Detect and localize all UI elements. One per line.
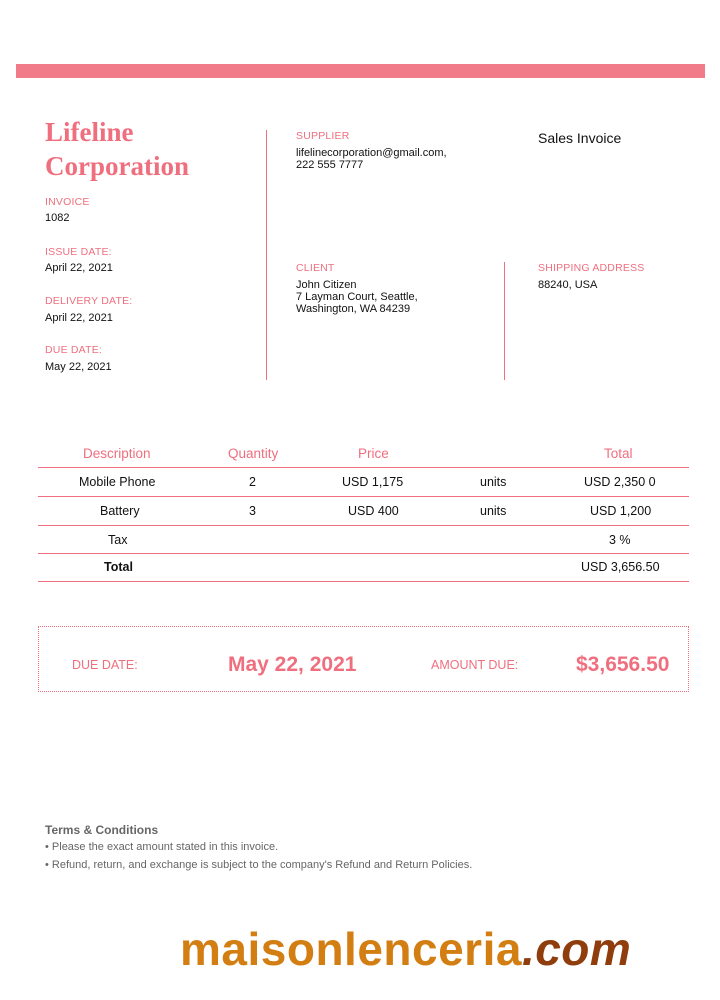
due-box-date-label: DUE DATE: [72,658,138,672]
company-name-line2: Corporation [45,151,189,181]
row-total: USD 3,656.50 [581,560,660,574]
document-title: Sales Invoice [538,130,622,146]
header-quantity: Quantity [228,446,279,461]
client-address-line1: 7 Layman Court, Seattle, [296,291,418,303]
header-accent-bar [16,64,705,78]
watermark [180,922,631,976]
row-quantity: 2 [249,475,256,489]
row-total: USD 1,200 [590,504,652,518]
supplier-email: lifelinecorporation@gmail.com, [296,147,447,159]
column-divider-left [266,130,267,380]
row-description: Mobile Phone [79,475,156,489]
due-box-date-value: May 22, 2021 [228,653,357,676]
table-row [38,525,689,553]
amount-due-box [38,626,689,692]
issue-date-label: ISSUE DATE: [45,246,112,258]
header-price: Price [358,446,389,461]
row-price: USD 1,175 [342,475,404,489]
row-total: 3 % [609,533,631,547]
due-box-amount-value: $3,656.50 [576,653,670,676]
company-name-line1: Lifeline [45,117,134,147]
row-price: USD 400 [348,504,399,518]
header-description: Description [83,446,151,461]
delivery-date-value: April 22, 2021 [45,312,113,324]
header-total: Total [604,446,633,461]
terms-title: Terms & Conditions [45,823,159,837]
table-row [38,496,689,525]
row-description: Total [104,560,133,574]
shipping-address-value: 88240, USA [538,279,598,291]
row-unit: units [480,475,507,489]
watermark-suffix: .com [521,923,632,975]
invoice-number: 1082 [45,212,70,224]
terms-item: • Please the exact amount stated in this invoice. [45,841,279,853]
row-quantity: 3 [249,504,256,518]
terms-item: • Refund, return, and exchange is subject to the company's Refund and Return Policies. [45,859,473,871]
row-total: USD 2,350 0 [584,475,656,489]
client-address-line2: Washington, WA 84239 [296,303,411,315]
due-box-amount-label: AMOUNT DUE: [431,658,519,672]
table-row [38,467,689,496]
column-divider-right [504,262,505,380]
issue-date-value: April 22, 2021 [45,262,113,274]
client-name: John Citizen [296,279,357,291]
invoice-label: INVOICE [45,196,90,208]
shipping-address-label: SHIPPING ADDRESS [538,262,645,274]
delivery-date-label: DELIVERY DATE: [45,295,133,307]
supplier-label: SUPPLIER [296,130,350,142]
watermark-main: maisonlenceria [180,923,522,975]
due-date-value: May 22, 2021 [45,361,112,373]
row-unit: units [480,504,507,518]
company-name [45,115,189,183]
row-description: Tax [108,533,128,547]
row-description: Battery [100,504,140,518]
due-date-label: DUE DATE: [45,344,103,356]
table-row-total [38,553,689,582]
client-label: CLIENT [296,262,335,274]
supplier-phone: 222 555 7777 [296,159,364,171]
